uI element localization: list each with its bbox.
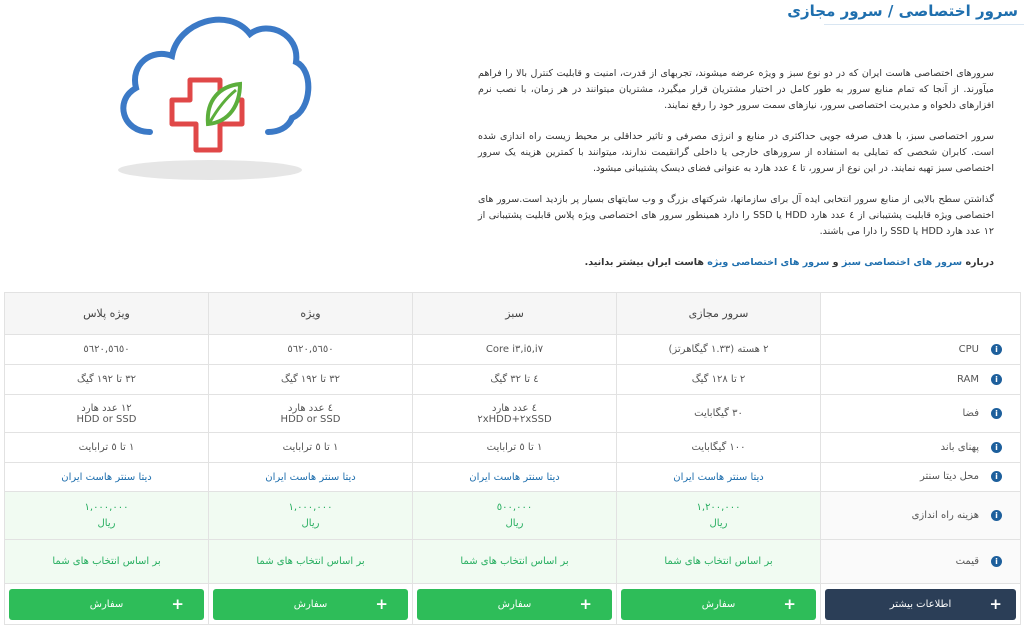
- plus-icon: +: [171, 594, 184, 613]
- setup-fee-unit: ریال: [301, 517, 320, 529]
- datacenter-special[interactable]: دیتا سنتر هاست ایران: [209, 463, 413, 492]
- row-label: پهنای باند: [940, 441, 979, 453]
- setup-fee-amount: ١,٠٠٠,٠٠٠: [84, 501, 129, 513]
- table-row-cpu: [5, 335, 1021, 365]
- setup-fee-amount: ٥٠٠,٠٠٠: [496, 501, 533, 513]
- plus-icon: +: [783, 594, 796, 613]
- cloud-shadow: [118, 160, 302, 180]
- storage-vps: [617, 395, 821, 433]
- plus-icon: +: [375, 594, 388, 613]
- price-green: بر اساس انتخاب های شما: [413, 540, 617, 584]
- storage-line-2: HDD or SSD: [76, 413, 137, 425]
- plus-icon: +: [579, 594, 592, 613]
- ram-special: ٣٢ تا ١٩٢ گیگ: [209, 365, 413, 395]
- table-row-setup-fee: [5, 492, 1021, 540]
- storage-line-2: ٢xSSD+٢xHDD: [477, 413, 552, 425]
- order-label: سفارش: [89, 598, 124, 610]
- bandwidth-special: ١ تا ٥ ترابایت: [209, 433, 413, 463]
- cloud-server-illustration: [100, 0, 320, 190]
- info-icon[interactable]: i: [991, 374, 1002, 385]
- order-cell-vps: [617, 584, 821, 625]
- column-header-vps: سرور مجازی: [617, 293, 821, 335]
- price-vps: بر اساس انتخاب های شما: [617, 540, 821, 584]
- table-row-bandwidth: [5, 433, 1021, 463]
- row-header-bandwidth: [821, 433, 1021, 463]
- intro-text: [478, 66, 994, 271]
- more-info-label: اطلاعات بیشتر: [889, 598, 952, 610]
- order-cell-special: [209, 584, 413, 625]
- setup-fee-amount: ١,٢٠٠,٠٠٠: [696, 501, 741, 513]
- learn-more-line: [478, 255, 994, 271]
- column-header-green: سبز: [413, 293, 617, 335]
- table-row-price: [5, 540, 1021, 584]
- setup-fee-unit: ریال: [505, 517, 524, 529]
- more-info-button[interactable]: [825, 589, 1016, 620]
- column-header-special: ویژه: [209, 293, 413, 335]
- intro-paragraph-2: سرور اختصاصی سبز، با هدف صرفه جویی حداکثری در منابع و انرژی مصرفی و تاثیر حداقلی بر محیط زیست راه اندازی شده است. کابران شخصی که تمایلی به استفاده از سرورهای خارجی یا داخلی گرانقیمت ندارند، میتوانند با کمترین هزینه یک سرور اختصاصی سبز تهیه نمایند. در این نوع از سرور، تا ٤ عدد هارد به عنوانی فضای دیسک پشتیبانی میشود.: [478, 131, 994, 174]
- table-row-datacenter: [5, 463, 1021, 492]
- order-label: سفارش: [497, 598, 532, 610]
- info-icon[interactable]: i: [991, 556, 1002, 567]
- cpu-special: ٥٦٢٠,٥٦٥٠: [209, 335, 413, 365]
- learn-more-prefix: درباره: [965, 257, 994, 268]
- info-icon[interactable]: i: [991, 510, 1002, 521]
- storage-special-plus: [5, 395, 209, 433]
- setup-fee-vps: [617, 492, 821, 540]
- row-label: RAM: [956, 373, 979, 385]
- cpu-special-plus: ٥٦٢٠,٥٦٥٠: [5, 335, 209, 365]
- row-header-ram: [821, 365, 1021, 395]
- storage-line-2: HDD or SSD: [280, 413, 341, 425]
- bandwidth-special-plus: ١ تا ٥ ترابایت: [5, 433, 209, 463]
- storage-line-1: ٤ عدد هارد: [491, 402, 537, 414]
- column-header-special-plus: ویژه پلاس: [5, 293, 209, 335]
- row-header-setup-fee: [821, 492, 1021, 540]
- intro-paragraph-3: گذاشتن سطح بالایی از منابع سرور انتخابی ایده آل برای سازمانها، شرکتهای بزرگ و وب سایتهای بسیار پر بازدید است.سرور های اختصاصی ویژه قابلیت پشتیبانی از ٤ عدد هارد HDD یا SSD را دارد همینطور سرور های اختصاصی ویژه پلاس قابلیت پشتیبانی از ١٢ عدد هارد HDD یا SSD را دارا می باشند.: [478, 194, 995, 237]
- setup-fee-special: [209, 492, 413, 540]
- ram-special-plus: ٣٢ تا ١٩٢ گیگ: [5, 365, 209, 395]
- storage-special: [209, 395, 413, 433]
- datacenter-vps[interactable]: دیتا سنتر هاست ایران: [617, 463, 821, 492]
- setup-fee-amount: ١,٠٠٠,٠٠٠: [288, 501, 333, 513]
- info-icon[interactable]: i: [991, 344, 1002, 355]
- setup-fee-unit: ریال: [709, 517, 728, 529]
- ram-vps: ٢ تا ١٢٨ گیگ: [617, 365, 821, 395]
- table-row-ram: [5, 365, 1021, 395]
- price-special: بر اساس انتخاب های شما: [209, 540, 413, 584]
- setup-fee-special-plus: [5, 492, 209, 540]
- order-cell-green: [413, 584, 617, 625]
- order-label: سفارش: [701, 598, 736, 610]
- datacenter-green[interactable]: دیتا سنتر هاست ایران: [413, 463, 617, 492]
- page-title: سرور اختصاصی / سرور مجازی: [787, 2, 1018, 20]
- learn-more-and: و: [832, 257, 839, 268]
- table-row-actions: [5, 584, 1021, 625]
- intro-paragraph-1: سرورهای اختصاصی هاست ایران که در دو نوع سبز و ویژه عرضه میشوند، تجربهای از قدرت، امنیت و قابلیت کنترل بالا را فراهم میآورند. از آنجا که تمام منابع سرور به طور کامل در اختیار مشتریان قرار میگیرد، مشتریان میتوانند در هر زمان، با نصب نرم افزارهای دلخواه و مدیریت اختصاصی سرور، نیازهای سمت سرور خود را رفع نمایند.: [478, 68, 994, 111]
- green-dedicated-link[interactable]: سرور های اختصاصی سبز: [841, 257, 963, 268]
- storage-line-1: ١٢ عدد هارد: [81, 402, 132, 414]
- order-cell-special-plus: [5, 584, 209, 625]
- row-header-cpu: [821, 335, 1021, 365]
- order-button-green[interactable]: [417, 589, 612, 620]
- order-button-vps[interactable]: [621, 589, 816, 620]
- row-label: هزینه راه اندازی: [911, 509, 979, 521]
- order-button-special[interactable]: [213, 589, 408, 620]
- storage-line-1: ٣٠ گیگابایت: [694, 408, 743, 419]
- storage-line-1: ٤ عدد هارد: [287, 402, 333, 414]
- more-info-cell: [821, 584, 1021, 625]
- order-button-special-plus[interactable]: [9, 589, 204, 620]
- cpu-vps: ٢ هسته (١.٣٣ گیگاهرتز): [617, 335, 821, 365]
- table-row-storage: [5, 395, 1021, 433]
- row-label: CPU: [958, 343, 979, 355]
- info-icon[interactable]: i: [991, 471, 1002, 482]
- row-label: فضا: [962, 407, 979, 419]
- setup-fee-unit: ریال: [97, 517, 116, 529]
- plans-comparison-table: [4, 292, 1021, 625]
- row-label: محل دیتا سنتر: [920, 471, 979, 483]
- price-special-plus: بر اساس انتخاب های شما: [5, 540, 209, 584]
- row-label: قیمت: [955, 555, 979, 567]
- learn-more-suffix: هاست ایران بیشتر بدانید.: [584, 257, 704, 268]
- table-corner: [821, 293, 1021, 335]
- ram-green: ٤ تا ٣٢ گیگ: [413, 365, 617, 395]
- setup-fee-green: [413, 492, 617, 540]
- special-dedicated-link[interactable]: سرور های اختصاصی ویژه: [707, 257, 830, 268]
- bandwidth-vps: ١٠٠ گیگابایت: [617, 433, 821, 463]
- cpu-green: i٧,i٥,Core i٣: [413, 335, 617, 365]
- datacenter-special-plus[interactable]: دیتا سنتر هاست ایران: [5, 463, 209, 492]
- info-icon[interactable]: i: [991, 408, 1002, 419]
- info-icon[interactable]: i: [991, 442, 1002, 453]
- plus-icon: +: [989, 594, 1002, 613]
- row-header-datacenter: [821, 463, 1021, 492]
- row-header-storage: [821, 395, 1021, 433]
- storage-green: [413, 395, 617, 433]
- row-header-price: [821, 540, 1021, 584]
- title-divider: [824, 24, 1024, 25]
- bandwidth-green: ١ تا ٥ ترابایت: [413, 433, 617, 463]
- order-label: سفارش: [293, 598, 328, 610]
